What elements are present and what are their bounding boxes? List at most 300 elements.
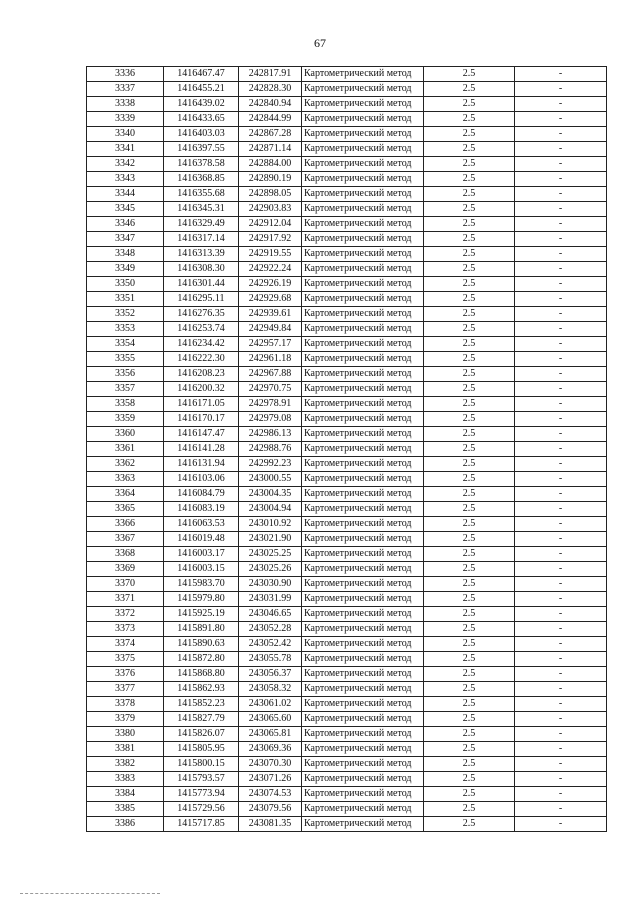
x-coordinate-cell: 1416403.03 xyxy=(164,127,239,142)
point-number-cell: 3339 xyxy=(87,112,164,127)
accuracy-cell: 2.5 xyxy=(424,817,515,832)
accuracy-cell: 2.5 xyxy=(424,622,515,637)
point-number-cell: 3356 xyxy=(87,367,164,382)
x-coordinate-cell: 1415826.07 xyxy=(164,727,239,742)
accuracy-cell: 2.5 xyxy=(424,142,515,157)
table-row xyxy=(87,682,607,697)
accuracy-cell: 2.5 xyxy=(424,772,515,787)
method-cell: Картометрический метод xyxy=(302,247,424,262)
method-cell: Картометрический метод xyxy=(302,757,424,772)
accuracy-cell: 2.5 xyxy=(424,607,515,622)
y-coordinate-cell: 243056.37 xyxy=(239,667,302,682)
x-coordinate-cell: 1415983.70 xyxy=(164,577,239,592)
method-cell: Картометрический метод xyxy=(302,127,424,142)
note-cell: - xyxy=(515,112,607,127)
y-coordinate-cell: 242917.92 xyxy=(239,232,302,247)
x-coordinate-cell: 1416467.47 xyxy=(164,67,239,82)
y-coordinate-cell: 242890.19 xyxy=(239,172,302,187)
y-coordinate-cell: 242898.05 xyxy=(239,187,302,202)
x-coordinate-cell: 1416103.06 xyxy=(164,472,239,487)
table-row xyxy=(87,292,607,307)
accuracy-cell: 2.5 xyxy=(424,712,515,727)
x-coordinate-cell: 1416063.53 xyxy=(164,517,239,532)
accuracy-cell: 2.5 xyxy=(424,217,515,232)
note-cell: - xyxy=(515,67,607,82)
note-cell: - xyxy=(515,532,607,547)
method-cell: Картометрический метод xyxy=(302,112,424,127)
y-coordinate-cell: 242922.24 xyxy=(239,262,302,277)
method-cell: Картометрический метод xyxy=(302,307,424,322)
point-number-cell: 3362 xyxy=(87,457,164,472)
accuracy-cell: 2.5 xyxy=(424,502,515,517)
method-cell: Картометрический метод xyxy=(302,772,424,787)
point-number-cell: 3372 xyxy=(87,607,164,622)
table-row xyxy=(87,607,607,622)
y-coordinate-cell: 243052.42 xyxy=(239,637,302,652)
y-coordinate-cell: 242929.68 xyxy=(239,292,302,307)
table-row xyxy=(87,202,607,217)
x-coordinate-cell: 1416171.05 xyxy=(164,397,239,412)
table-row xyxy=(87,637,607,652)
accuracy-cell: 2.5 xyxy=(424,637,515,652)
point-number-cell: 3345 xyxy=(87,202,164,217)
table-row xyxy=(87,412,607,427)
y-coordinate-cell: 243021.90 xyxy=(239,532,302,547)
note-cell: - xyxy=(515,382,607,397)
table-body xyxy=(87,67,607,832)
y-coordinate-cell: 242957.17 xyxy=(239,337,302,352)
method-cell: Картометрический метод xyxy=(302,742,424,757)
note-cell: - xyxy=(515,787,607,802)
accuracy-cell: 2.5 xyxy=(424,652,515,667)
y-coordinate-cell: 242884.00 xyxy=(239,157,302,172)
note-cell: - xyxy=(515,682,607,697)
y-coordinate-cell: 242988.76 xyxy=(239,442,302,457)
table-row xyxy=(87,352,607,367)
method-cell: Картометрический метод xyxy=(302,412,424,427)
table-row xyxy=(87,337,607,352)
accuracy-cell: 2.5 xyxy=(424,667,515,682)
note-cell: - xyxy=(515,367,607,382)
note-cell: - xyxy=(515,217,607,232)
note-cell: - xyxy=(515,607,607,622)
note-cell: - xyxy=(515,202,607,217)
table-row xyxy=(87,247,607,262)
y-coordinate-cell: 242970.75 xyxy=(239,382,302,397)
point-number-cell: 3386 xyxy=(87,817,164,832)
point-number-cell: 3349 xyxy=(87,262,164,277)
method-cell: Картометрический метод xyxy=(302,97,424,112)
table-row xyxy=(87,427,607,442)
method-cell: Картометрический метод xyxy=(302,562,424,577)
x-coordinate-cell: 1415872.80 xyxy=(164,652,239,667)
point-number-cell: 3357 xyxy=(87,382,164,397)
y-coordinate-cell: 243065.60 xyxy=(239,712,302,727)
table-row xyxy=(87,727,607,742)
table-row xyxy=(87,307,607,322)
table-row xyxy=(87,367,607,382)
point-number-cell: 3361 xyxy=(87,442,164,457)
method-cell: Картометрический метод xyxy=(302,82,424,97)
note-cell: - xyxy=(515,172,607,187)
table-row xyxy=(87,67,607,82)
accuracy-cell: 2.5 xyxy=(424,262,515,277)
x-coordinate-cell: 1415852.23 xyxy=(164,697,239,712)
accuracy-cell: 2.5 xyxy=(424,367,515,382)
y-coordinate-cell: 242867.28 xyxy=(239,127,302,142)
y-coordinate-cell: 243004.94 xyxy=(239,502,302,517)
note-cell: - xyxy=(515,337,607,352)
point-number-cell: 3337 xyxy=(87,82,164,97)
accuracy-cell: 2.5 xyxy=(424,742,515,757)
note-cell: - xyxy=(515,697,607,712)
table-row xyxy=(87,592,607,607)
method-cell: Картометрический метод xyxy=(302,727,424,742)
note-cell: - xyxy=(515,652,607,667)
method-cell: Картометрический метод xyxy=(302,262,424,277)
table-row xyxy=(87,457,607,472)
note-cell: - xyxy=(515,307,607,322)
note-cell: - xyxy=(515,637,607,652)
accuracy-cell: 2.5 xyxy=(424,457,515,472)
point-number-cell: 3352 xyxy=(87,307,164,322)
x-coordinate-cell: 1416222.30 xyxy=(164,352,239,367)
table-row xyxy=(87,562,607,577)
point-number-cell: 3348 xyxy=(87,247,164,262)
accuracy-cell: 2.5 xyxy=(424,112,515,127)
point-number-cell: 3354 xyxy=(87,337,164,352)
method-cell: Картометрический метод xyxy=(302,592,424,607)
x-coordinate-cell: 1415925.19 xyxy=(164,607,239,622)
method-cell: Картометрический метод xyxy=(302,712,424,727)
method-cell: Картометрический метод xyxy=(302,382,424,397)
x-coordinate-cell: 1415729.56 xyxy=(164,802,239,817)
method-cell: Картометрический метод xyxy=(302,637,424,652)
method-cell: Картометрический метод xyxy=(302,517,424,532)
point-number-cell: 3338 xyxy=(87,97,164,112)
page-number: 67 xyxy=(314,36,326,50)
accuracy-cell: 2.5 xyxy=(424,532,515,547)
y-coordinate-cell: 243000.55 xyxy=(239,472,302,487)
accuracy-cell: 2.5 xyxy=(424,292,515,307)
note-cell: - xyxy=(515,262,607,277)
method-cell: Картометрический метод xyxy=(302,187,424,202)
point-number-cell: 3340 xyxy=(87,127,164,142)
accuracy-cell: 2.5 xyxy=(424,442,515,457)
table-row xyxy=(87,517,607,532)
table-row xyxy=(87,547,607,562)
accuracy-cell: 2.5 xyxy=(424,157,515,172)
method-cell: Картометрический метод xyxy=(302,232,424,247)
table-row xyxy=(87,802,607,817)
x-coordinate-cell: 1416455.21 xyxy=(164,82,239,97)
method-cell: Картометрический метод xyxy=(302,277,424,292)
accuracy-cell: 2.5 xyxy=(424,382,515,397)
table-row xyxy=(87,262,607,277)
accuracy-cell: 2.5 xyxy=(424,172,515,187)
method-cell: Картометрический метод xyxy=(302,547,424,562)
note-cell: - xyxy=(515,457,607,472)
x-coordinate-cell: 1415891.80 xyxy=(164,622,239,637)
y-coordinate-cell: 242979.08 xyxy=(239,412,302,427)
note-cell: - xyxy=(515,802,607,817)
table-row xyxy=(87,772,607,787)
method-cell: Картометрический метод xyxy=(302,217,424,232)
y-coordinate-cell: 242926.19 xyxy=(239,277,302,292)
point-number-cell: 3376 xyxy=(87,667,164,682)
y-coordinate-cell: 243004.35 xyxy=(239,487,302,502)
method-cell: Картометрический метод xyxy=(302,457,424,472)
x-coordinate-cell: 1416141.28 xyxy=(164,442,239,457)
y-coordinate-cell: 243058.32 xyxy=(239,682,302,697)
method-cell: Картометрический метод xyxy=(302,622,424,637)
point-number-cell: 3380 xyxy=(87,727,164,742)
point-number-cell: 3371 xyxy=(87,592,164,607)
note-cell: - xyxy=(515,472,607,487)
table-row xyxy=(87,472,607,487)
point-number-cell: 3375 xyxy=(87,652,164,667)
y-coordinate-cell: 242986.13 xyxy=(239,427,302,442)
table-row xyxy=(87,652,607,667)
x-coordinate-cell: 1416378.58 xyxy=(164,157,239,172)
bottom-divider xyxy=(20,893,160,894)
x-coordinate-cell: 1416433.65 xyxy=(164,112,239,127)
y-coordinate-cell: 242961.18 xyxy=(239,352,302,367)
note-cell: - xyxy=(515,562,607,577)
accuracy-cell: 2.5 xyxy=(424,697,515,712)
note-cell: - xyxy=(515,292,607,307)
method-cell: Картометрический метод xyxy=(302,652,424,667)
y-coordinate-cell: 242978.91 xyxy=(239,397,302,412)
method-cell: Картометрический метод xyxy=(302,337,424,352)
table-row xyxy=(87,622,607,637)
method-cell: Картометрический метод xyxy=(302,442,424,457)
point-number-cell: 3385 xyxy=(87,802,164,817)
table-row xyxy=(87,757,607,772)
table-row xyxy=(87,487,607,502)
note-cell: - xyxy=(515,592,607,607)
y-coordinate-cell: 243081.35 xyxy=(239,817,302,832)
point-number-cell: 3346 xyxy=(87,217,164,232)
x-coordinate-cell: 1416084.79 xyxy=(164,487,239,502)
x-coordinate-cell: 1416317.14 xyxy=(164,232,239,247)
accuracy-cell: 2.5 xyxy=(424,727,515,742)
method-cell: Картометрический метод xyxy=(302,607,424,622)
note-cell: - xyxy=(515,817,607,832)
accuracy-cell: 2.5 xyxy=(424,277,515,292)
table-row xyxy=(87,127,607,142)
method-cell: Картометрический метод xyxy=(302,202,424,217)
point-number-cell: 3383 xyxy=(87,772,164,787)
x-coordinate-cell: 1416276.35 xyxy=(164,307,239,322)
x-coordinate-cell: 1415862.93 xyxy=(164,682,239,697)
point-number-cell: 3374 xyxy=(87,637,164,652)
table-row xyxy=(87,112,607,127)
table-row xyxy=(87,502,607,517)
y-coordinate-cell: 243010.92 xyxy=(239,517,302,532)
point-number-cell: 3370 xyxy=(87,577,164,592)
y-coordinate-cell: 243055.78 xyxy=(239,652,302,667)
coordinates-table xyxy=(86,66,607,832)
accuracy-cell: 2.5 xyxy=(424,397,515,412)
x-coordinate-cell: 1416147.47 xyxy=(164,427,239,442)
method-cell: Картометрический метод xyxy=(302,67,424,82)
table-row xyxy=(87,157,607,172)
table-row xyxy=(87,787,607,802)
y-coordinate-cell: 242967.88 xyxy=(239,367,302,382)
y-coordinate-cell: 242844.99 xyxy=(239,112,302,127)
point-number-cell: 3363 xyxy=(87,472,164,487)
table-row xyxy=(87,397,607,412)
y-coordinate-cell: 243046.65 xyxy=(239,607,302,622)
y-coordinate-cell: 242919.55 xyxy=(239,247,302,262)
accuracy-cell: 2.5 xyxy=(424,247,515,262)
method-cell: Картометрический метод xyxy=(302,502,424,517)
y-coordinate-cell: 242992.23 xyxy=(239,457,302,472)
point-number-cell: 3342 xyxy=(87,157,164,172)
method-cell: Картометрический метод xyxy=(302,322,424,337)
accuracy-cell: 2.5 xyxy=(424,307,515,322)
note-cell: - xyxy=(515,727,607,742)
point-number-cell: 3336 xyxy=(87,67,164,82)
x-coordinate-cell: 1416308.30 xyxy=(164,262,239,277)
x-coordinate-cell: 1416208.23 xyxy=(164,367,239,382)
method-cell: Картометрический метод xyxy=(302,367,424,382)
note-cell: - xyxy=(515,352,607,367)
accuracy-cell: 2.5 xyxy=(424,127,515,142)
point-number-cell: 3382 xyxy=(87,757,164,772)
table-row xyxy=(87,382,607,397)
point-number-cell: 3373 xyxy=(87,622,164,637)
accuracy-cell: 2.5 xyxy=(424,757,515,772)
accuracy-cell: 2.5 xyxy=(424,337,515,352)
note-cell: - xyxy=(515,157,607,172)
x-coordinate-cell: 1416368.85 xyxy=(164,172,239,187)
x-coordinate-cell: 1416295.11 xyxy=(164,292,239,307)
note-cell: - xyxy=(515,322,607,337)
method-cell: Картометрический метод xyxy=(302,157,424,172)
y-coordinate-cell: 243069.36 xyxy=(239,742,302,757)
x-coordinate-cell: 1416234.42 xyxy=(164,337,239,352)
note-cell: - xyxy=(515,247,607,262)
x-coordinate-cell: 1416301.44 xyxy=(164,277,239,292)
accuracy-cell: 2.5 xyxy=(424,592,515,607)
accuracy-cell: 2.5 xyxy=(424,787,515,802)
x-coordinate-cell: 1416253.74 xyxy=(164,322,239,337)
method-cell: Картометрический метод xyxy=(302,427,424,442)
y-coordinate-cell: 242949.84 xyxy=(239,322,302,337)
accuracy-cell: 2.5 xyxy=(424,412,515,427)
y-coordinate-cell: 243061.02 xyxy=(239,697,302,712)
method-cell: Картометрический метод xyxy=(302,472,424,487)
x-coordinate-cell: 1416313.39 xyxy=(164,247,239,262)
accuracy-cell: 2.5 xyxy=(424,577,515,592)
accuracy-cell: 2.5 xyxy=(424,487,515,502)
y-coordinate-cell: 243071.26 xyxy=(239,772,302,787)
table-row xyxy=(87,532,607,547)
x-coordinate-cell: 1416329.49 xyxy=(164,217,239,232)
y-coordinate-cell: 243052.28 xyxy=(239,622,302,637)
note-cell: - xyxy=(515,487,607,502)
accuracy-cell: 2.5 xyxy=(424,802,515,817)
point-number-cell: 3365 xyxy=(87,502,164,517)
x-coordinate-cell: 1415868.80 xyxy=(164,667,239,682)
x-coordinate-cell: 1415979.80 xyxy=(164,592,239,607)
x-coordinate-cell: 1415800.15 xyxy=(164,757,239,772)
note-cell: - xyxy=(515,757,607,772)
x-coordinate-cell: 1415717.85 xyxy=(164,817,239,832)
note-cell: - xyxy=(515,187,607,202)
accuracy-cell: 2.5 xyxy=(424,82,515,97)
note-cell: - xyxy=(515,772,607,787)
table-row xyxy=(87,142,607,157)
point-number-cell: 3358 xyxy=(87,397,164,412)
x-coordinate-cell: 1415773.94 xyxy=(164,787,239,802)
table-row xyxy=(87,217,607,232)
table-row xyxy=(87,442,607,457)
method-cell: Картометрический метод xyxy=(302,352,424,367)
accuracy-cell: 2.5 xyxy=(424,202,515,217)
point-number-cell: 3381 xyxy=(87,742,164,757)
point-number-cell: 3369 xyxy=(87,562,164,577)
point-number-cell: 3343 xyxy=(87,172,164,187)
x-coordinate-cell: 1416355.68 xyxy=(164,187,239,202)
method-cell: Картометрический метод xyxy=(302,682,424,697)
x-coordinate-cell: 1415890.63 xyxy=(164,637,239,652)
y-coordinate-cell: 242817.91 xyxy=(239,67,302,82)
method-cell: Картометрический метод xyxy=(302,142,424,157)
x-coordinate-cell: 1416131.94 xyxy=(164,457,239,472)
table-row xyxy=(87,577,607,592)
accuracy-cell: 2.5 xyxy=(424,547,515,562)
table-row xyxy=(87,817,607,832)
y-coordinate-cell: 243079.56 xyxy=(239,802,302,817)
point-number-cell: 3366 xyxy=(87,517,164,532)
accuracy-cell: 2.5 xyxy=(424,352,515,367)
method-cell: Картометрический метод xyxy=(302,697,424,712)
point-number-cell: 3379 xyxy=(87,712,164,727)
x-coordinate-cell: 1416170.17 xyxy=(164,412,239,427)
x-coordinate-cell: 1416397.55 xyxy=(164,142,239,157)
y-coordinate-cell: 242939.61 xyxy=(239,307,302,322)
note-cell: - xyxy=(515,742,607,757)
y-coordinate-cell: 243030.90 xyxy=(239,577,302,592)
note-cell: - xyxy=(515,667,607,682)
point-number-cell: 3353 xyxy=(87,322,164,337)
accuracy-cell: 2.5 xyxy=(424,682,515,697)
note-cell: - xyxy=(515,622,607,637)
y-coordinate-cell: 242840.94 xyxy=(239,97,302,112)
table-row xyxy=(87,667,607,682)
point-number-cell: 3350 xyxy=(87,277,164,292)
note-cell: - xyxy=(515,547,607,562)
table-row xyxy=(87,97,607,112)
accuracy-cell: 2.5 xyxy=(424,232,515,247)
x-coordinate-cell: 1416439.02 xyxy=(164,97,239,112)
table-row xyxy=(87,712,607,727)
x-coordinate-cell: 1416003.15 xyxy=(164,562,239,577)
accuracy-cell: 2.5 xyxy=(424,472,515,487)
accuracy-cell: 2.5 xyxy=(424,517,515,532)
point-number-cell: 3347 xyxy=(87,232,164,247)
method-cell: Картометрический метод xyxy=(302,817,424,832)
y-coordinate-cell: 243031.99 xyxy=(239,592,302,607)
point-number-cell: 3355 xyxy=(87,352,164,367)
point-number-cell: 3344 xyxy=(87,187,164,202)
point-number-cell: 3360 xyxy=(87,427,164,442)
point-number-cell: 3368 xyxy=(87,547,164,562)
note-cell: - xyxy=(515,232,607,247)
